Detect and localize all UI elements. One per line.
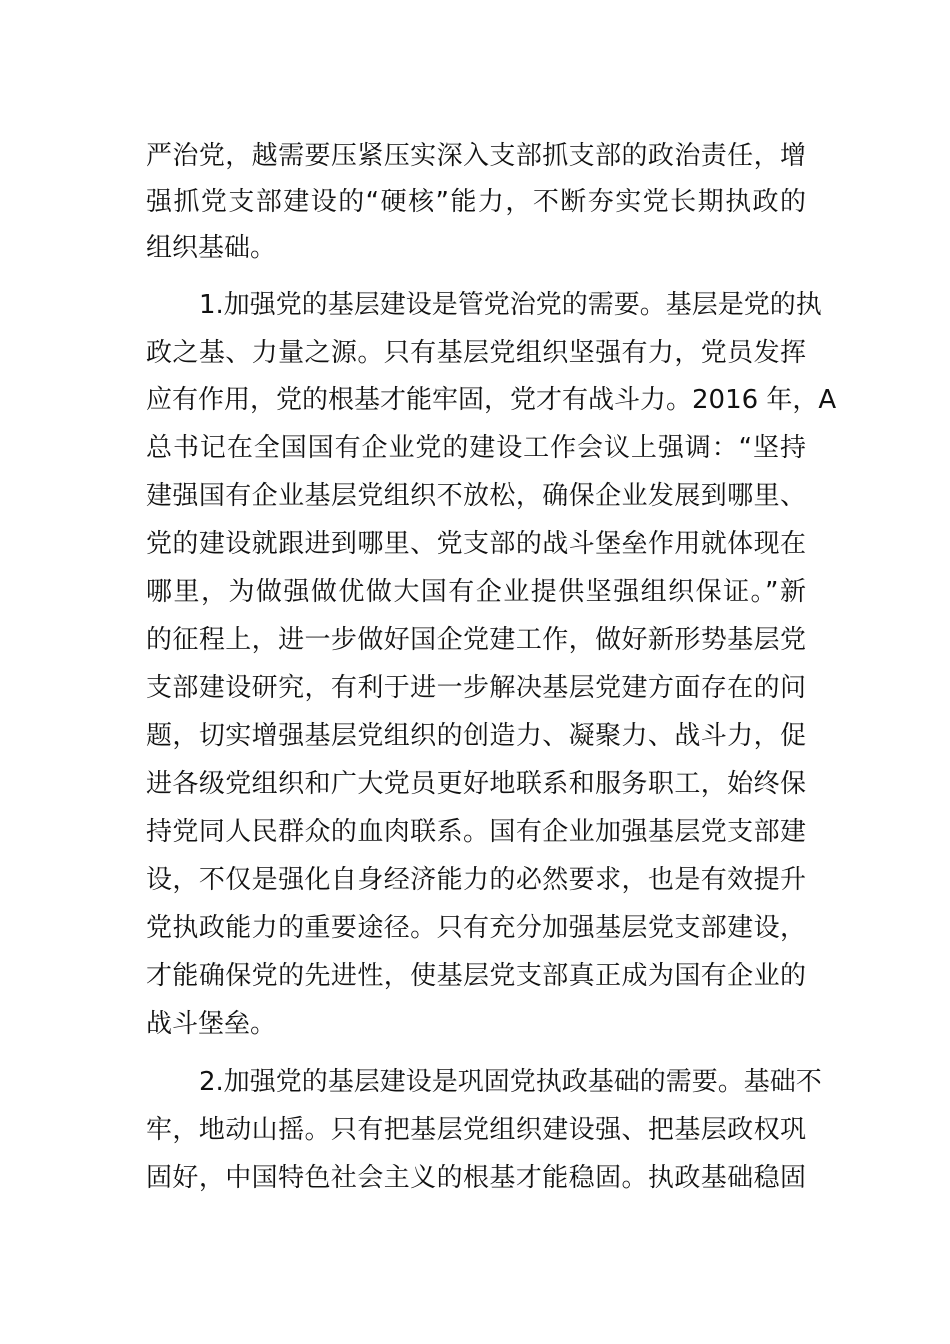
- text-line: 牢，地动山摇。只有把基层党组织建设强、把基层政权巩: [146, 1115, 806, 1145]
- paragraph-heading-line: 1.加强党的基层建设是管党治党的需要。基层是党的执: [199, 290, 822, 320]
- text-line: 设，不仅是强化自身经济能力的必然要求，也是有效提升: [146, 865, 806, 895]
- text-line: 题，切实增强基层党组织的创造力、凝聚力、战斗力，促: [146, 721, 806, 751]
- text-line: 战斗堡垒。: [146, 1009, 277, 1039]
- text-line: 应有作用，党的根基才能牢固，党才有战斗力。2016 年，A: [146, 385, 837, 415]
- text-line: 组织基础。: [146, 233, 277, 263]
- text-line: 总书记在全国国有企业党的建设工作会议上强调：“坚持: [146, 433, 806, 463]
- text-line: 持党同人民群众的血肉联系。国有企业加强基层党支部建: [146, 817, 806, 847]
- text-line: 的征程上，进一步做好国企党建工作，做好新形势基层党: [146, 625, 806, 655]
- text-line: 进各级党组织和广大党员更好地联系和服务职工，始终保: [146, 769, 806, 799]
- text-line: 强抓党支部建设的“硬核”能力，不断夯实党长期执政的: [146, 187, 806, 217]
- text-line: 固好，中国特色社会主义的根基才能稳固。执政基础稳固: [146, 1163, 806, 1193]
- text-line: 才能确保党的先进性，使基层党支部真正成为国有企业的: [146, 961, 806, 991]
- text-line: 哪里，为做强做优做大国有企业提供坚强组织保证。”新: [146, 577, 806, 607]
- paragraph-heading-line: 2.加强党的基层建设是巩固党执政基础的需要。基础不: [199, 1067, 822, 1097]
- text-line: 党执政能力的重要途径。只有充分加强基层党支部建设，: [146, 913, 806, 943]
- text-line: 严治党，越需要压紧压实深入支部抓支部的政治责任，增: [146, 141, 806, 171]
- text-line: 党的建设就跟进到哪里、党支部的战斗堡垒作用就体现在: [146, 529, 806, 559]
- text-line: 政之基、力量之源。只有基层党组织坚强有力，党员发挥: [146, 338, 806, 368]
- text-line: 建强国有企业基层党组织不放松，确保企业发展到哪里、: [146, 481, 806, 511]
- text-line: 支部建设研究，有利于进一步解决基层党建方面存在的问: [146, 673, 806, 703]
